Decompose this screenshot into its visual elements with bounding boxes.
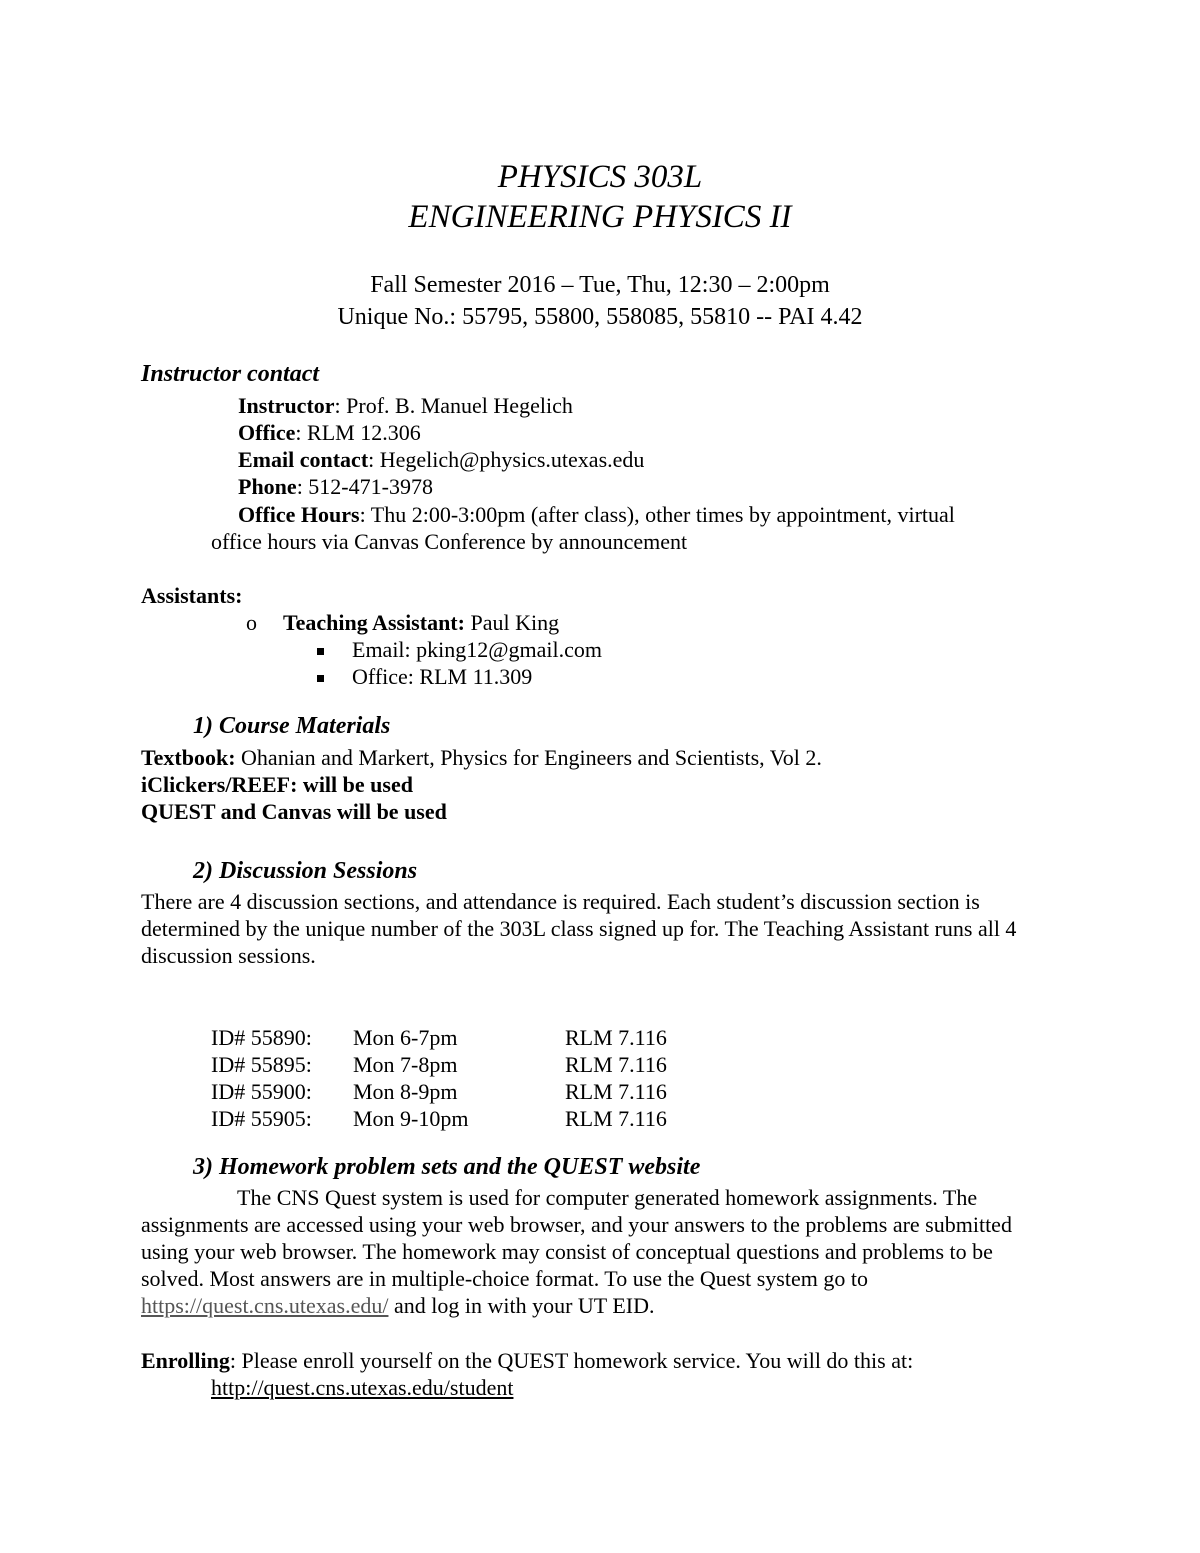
email-line — [238, 446, 644, 473]
section-id: ID# 55905: — [211, 1106, 312, 1131]
section-id: ID# 55895: — [211, 1052, 312, 1077]
quest-canvas-line: QUEST and Canvas will be used — [141, 799, 447, 824]
office-hours-continuation: office hours via Canvas Conference by announcement — [211, 529, 688, 554]
office-value: : RLM 12.306 — [295, 420, 421, 445]
homework-text — [141, 1184, 1061, 1319]
homework-text-end: and log in with your UT EID. — [388, 1293, 655, 1318]
section-id: ID# 55900: — [211, 1079, 312, 1104]
office-hours-line — [238, 501, 955, 528]
ta-name: Paul King — [464, 610, 560, 635]
phone-value: : 512-471-3978 — [296, 474, 433, 499]
textbook-value: Ohanian and Markert, Physics for Engineers and Scientists, Vol 2. — [235, 745, 822, 770]
semester-line: Fall Semester 2016 – Tue, Thu, 12:30 – 2:00pm — [370, 272, 830, 298]
section-time: Mon 8-9pm — [353, 1079, 458, 1104]
email-label: Email contact — [238, 447, 369, 472]
ta-office: Office: RLM 11.309 — [352, 664, 533, 689]
instructor-label: Instructor — [238, 393, 335, 418]
square-bullet-icon — [317, 675, 324, 682]
homework-text-body: The CNS Quest system is used for computer generated homework assignments. The assignments are accessed using your web browser, and your answers to the problems are submitted using your web browser. The homework may consist of conceptual questions and problems to be solved. Most answers are in multiple-choice format. To use the Quest system go to — [141, 1185, 1012, 1291]
discussion-heading: 2) Discussion Sessions — [193, 858, 418, 884]
section-room: RLM 7.116 — [565, 1052, 667, 1077]
discussion-text: There are 4 discussion sections, and attendance is required. Each student’s discussion section is determined by the unique number of the 303L class signed up for. The Teaching Assistant runs all 4 discussion sessions. — [141, 889, 1017, 968]
section-room: RLM 7.116 — [565, 1106, 667, 1131]
enrolling-text: : Please enroll yourself on the QUEST homework service. You will do this at: — [229, 1348, 914, 1373]
section-time: Mon 7-8pm — [353, 1052, 458, 1077]
ta-bullet: o — [246, 610, 257, 635]
ta-email: Email: pking12@gmail.com — [352, 637, 603, 662]
office-hours-value: : Thu 2:00-3:00pm (after class), other times by appointment, virtual — [359, 502, 955, 527]
enrolling-line — [141, 1347, 913, 1374]
section-time: Mon 9-10pm — [353, 1106, 469, 1131]
assistants-heading: Assistants: — [141, 583, 243, 608]
office-label: Office — [238, 420, 296, 445]
section-time: Mon 6-7pm — [353, 1025, 458, 1050]
homework-heading: 3) Homework problem sets and the QUEST website — [193, 1154, 701, 1180]
instructor-line — [238, 392, 573, 419]
iclickers-line: iClickers/REEF: will be used — [141, 772, 413, 797]
ta-office-item — [317, 663, 533, 690]
unique-number-line: Unique No.: 55795, 55800, 558085, 55810 -- PAI 4.42 — [337, 304, 863, 330]
enroll-link[interactable]: http://quest.cns.utexas.edu/student — [211, 1375, 514, 1400]
phone-label: Phone — [238, 474, 297, 499]
office-line — [238, 419, 421, 446]
office-hours-label: Office Hours — [238, 502, 360, 527]
course-materials-heading: 1) Course Materials — [193, 713, 391, 739]
course-title: PHYSICS 303L — [497, 159, 703, 195]
enrolling-label: Enrolling — [141, 1348, 230, 1373]
instructor-value: : Prof. B. Manuel Hegelich — [334, 393, 573, 418]
quest-link[interactable]: https://quest.cns.utexas.edu/ — [141, 1293, 389, 1318]
instructor-contact-heading: Instructor contact — [141, 361, 320, 387]
ta-email-item — [317, 636, 603, 663]
section-id: ID# 55890: — [211, 1025, 312, 1050]
square-bullet-icon — [317, 648, 324, 655]
enroll-link-line — [211, 1374, 513, 1401]
section-room: RLM 7.116 — [565, 1079, 667, 1104]
email-value: : Hegelich@physics.utexas.edu — [368, 447, 645, 472]
ta-label: Teaching Assistant: — [283, 610, 465, 635]
textbook-line — [141, 744, 822, 771]
ta-line — [283, 609, 559, 636]
section-room: RLM 7.116 — [565, 1025, 667, 1050]
textbook-label: Textbook: — [141, 745, 236, 770]
phone-line — [238, 473, 433, 500]
course-subtitle: ENGINEERING PHYSICS II — [408, 199, 792, 235]
